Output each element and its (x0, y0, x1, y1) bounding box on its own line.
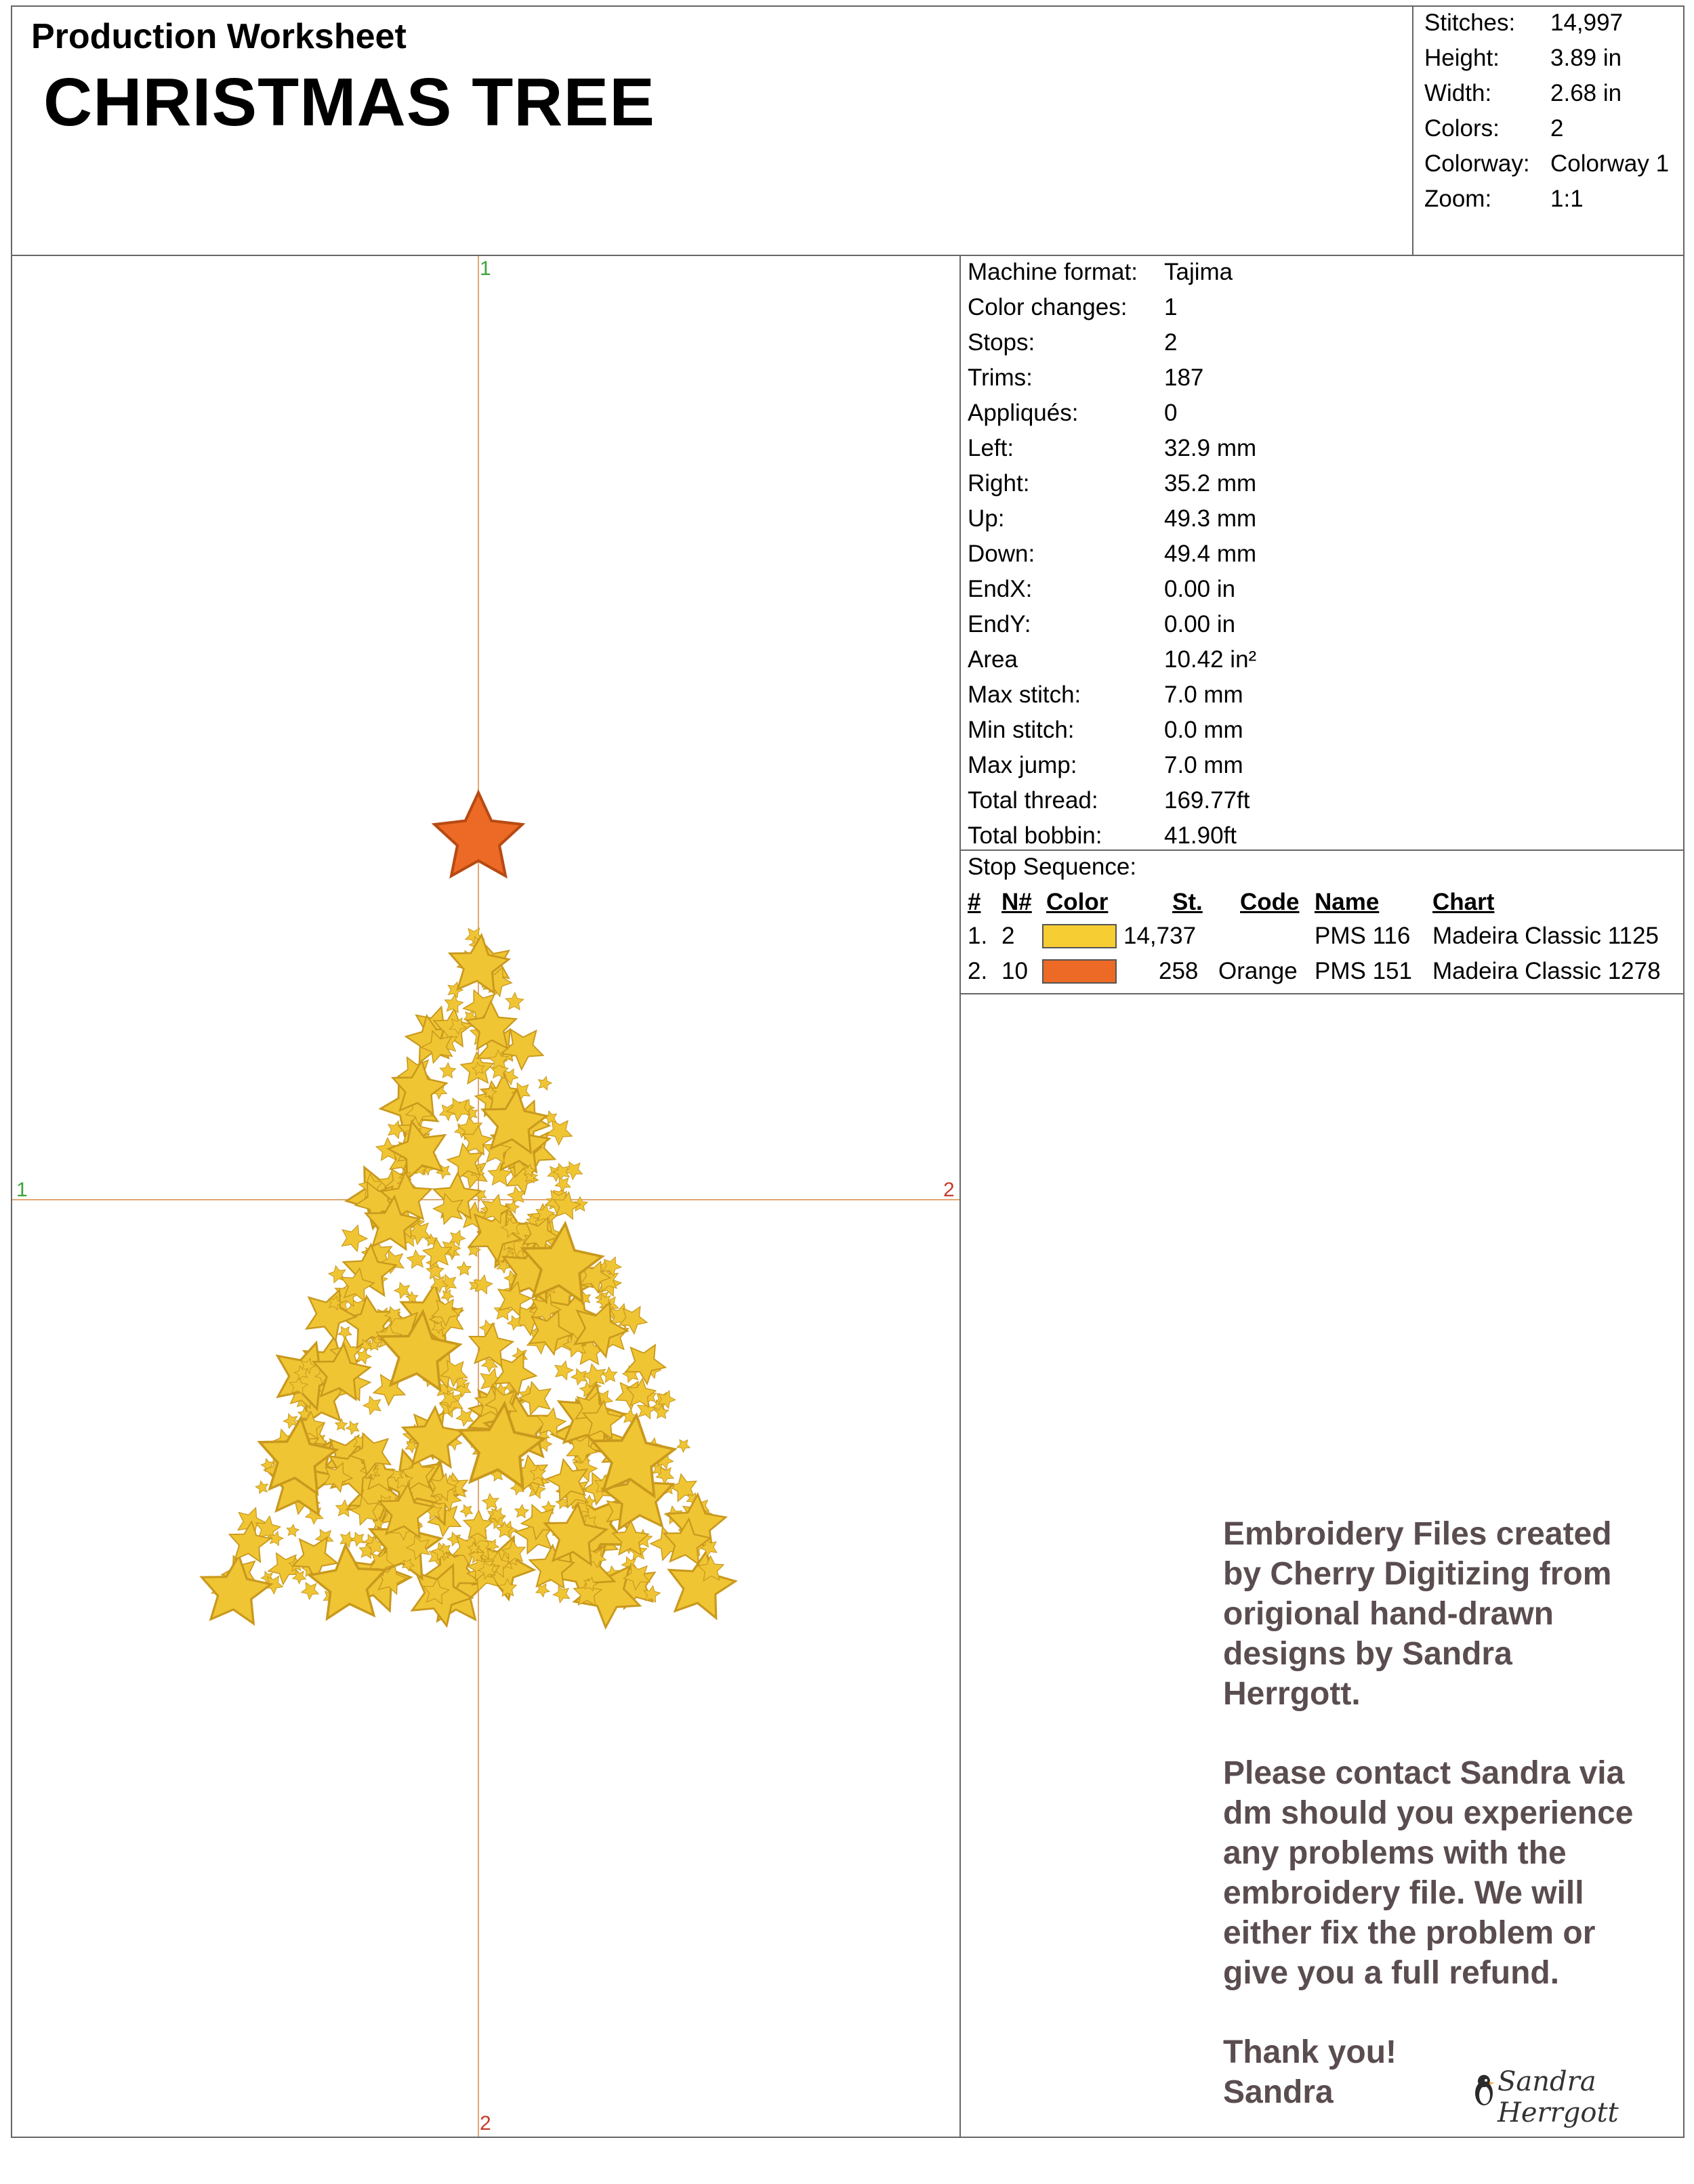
star-shape (335, 1419, 348, 1431)
summary-label: Colorway: (1424, 150, 1530, 177)
property-label: Color changes: (968, 294, 1128, 320)
star-shape (363, 1396, 381, 1414)
star-shape (440, 1063, 455, 1078)
column-header-needle: N# (1001, 889, 1032, 915)
property-label: Total thread: (968, 787, 1098, 814)
summary-label: Zoom: (1424, 186, 1492, 212)
star-shape (461, 1505, 473, 1517)
summary-label: Colors: (1424, 115, 1500, 142)
property-label: Up: (968, 505, 1005, 532)
axis-label-left: 1 (16, 1179, 28, 1201)
star-shape (445, 994, 463, 1013)
creator-note: Embroidery Files created by Cherry Digitizing from origional hand-drawn designs by Sandra Herrgott. (1223, 1516, 1612, 1712)
star-shape (669, 1551, 735, 1618)
stop-chart: Madeira Classic 1278 (1432, 958, 1661, 984)
star-shape (202, 1556, 271, 1624)
summary-panel (1412, 5, 1685, 256)
property-value: 49.3 mm (1164, 505, 1257, 532)
summary-value: 1:1 (1550, 186, 1584, 212)
star-shape (564, 1162, 582, 1179)
star-shape (457, 1262, 472, 1276)
stop-num: 1. (968, 923, 988, 949)
property-value: 169.77ft (1164, 787, 1250, 814)
summary-value: 3.89 in (1550, 45, 1622, 71)
property-label: Left: (968, 435, 1014, 461)
star-shape (677, 1440, 690, 1452)
signature-logo: Sandra Herrgott (1497, 2066, 1619, 2128)
property-value: 7.0 mm (1164, 681, 1243, 708)
star-shape (442, 1290, 453, 1301)
property-value: 0.0 mm (1164, 717, 1243, 743)
summary-value: Colorway 1 (1550, 150, 1670, 177)
property-label: EndX: (968, 576, 1033, 602)
design-preview (11, 255, 961, 2138)
stop-stitches: 258 (1159, 958, 1199, 984)
summary-label: Height: (1424, 45, 1500, 71)
property-label: Max jump: (968, 752, 1077, 778)
property-value: 35.2 mm (1164, 470, 1257, 497)
axis-label-top: 1 (480, 257, 491, 280)
property-value: 41.90ft (1164, 822, 1237, 849)
stop-sequence-title: Stop Sequence: (968, 854, 1137, 880)
properties-panel (959, 255, 1685, 851)
stop-sequence-panel (959, 849, 1685, 994)
stop-needle: 2 (1001, 923, 1015, 949)
property-value: 2 (1164, 329, 1178, 356)
star-shape (255, 1481, 268, 1493)
star-shape (515, 1505, 529, 1518)
property-label: Stops: (968, 329, 1035, 356)
star-shape (407, 1250, 426, 1268)
tree-stars (202, 793, 736, 1627)
star-shape (546, 1120, 572, 1145)
star-shape (507, 1201, 519, 1213)
property-label: Area (968, 646, 1018, 673)
property-label: Down: (968, 541, 1035, 567)
design-title: CHRISTMAS TREE (43, 64, 655, 140)
star-shape (553, 1586, 569, 1603)
column-header-name: Name (1315, 889, 1380, 915)
property-label: Appliqués: (968, 400, 1079, 426)
star-shape (302, 1582, 318, 1599)
star-shape (508, 1316, 522, 1330)
star-shape (505, 992, 523, 1009)
star-shape (456, 1409, 473, 1426)
property-label: Min stitch: (968, 717, 1075, 743)
property-value: 0.00 in (1164, 611, 1236, 637)
color-swatch-yellow (1042, 924, 1117, 948)
column-header-color: Color (1046, 889, 1109, 915)
worksheet-label: Production Worksheet (31, 17, 407, 56)
star-shape (351, 1532, 365, 1546)
summary-label: Width: (1424, 80, 1492, 106)
design-svg (12, 256, 959, 2137)
stop-code: Orange (1218, 958, 1298, 984)
star-shape (582, 1364, 605, 1387)
property-value: 187 (1164, 364, 1204, 391)
property-value: Tajima (1164, 259, 1233, 285)
property-value: 7.0 mm (1164, 752, 1243, 778)
property-value: 49.4 mm (1164, 541, 1257, 567)
stop-name: PMS 116 (1315, 923, 1411, 949)
property-label: Right: (968, 470, 1030, 497)
summary-label: Stitches: (1424, 9, 1516, 36)
star-shape (342, 1225, 367, 1252)
star-shape (447, 1098, 470, 1121)
property-label: Max stitch: (968, 681, 1081, 708)
stop-num: 2. (968, 958, 988, 984)
column-header-stitches: St. (1172, 889, 1203, 915)
summary-value: 2.68 in (1550, 80, 1622, 106)
star-shape (555, 1361, 573, 1380)
column-header-code: Code (1240, 889, 1300, 915)
column-header-chart: Chart (1432, 889, 1495, 915)
property-label: Total bobbin: (968, 822, 1102, 849)
column-header-num: # (968, 889, 981, 915)
property-value: 10.42 in² (1164, 646, 1257, 673)
thank-you-note: Thank you! Sandra (1223, 2034, 1397, 2110)
star-shape (555, 1177, 570, 1192)
property-label: EndY: (968, 611, 1031, 637)
summary-value: 14,997 (1550, 9, 1624, 36)
star-shape (571, 1369, 587, 1385)
stop-stitches: 14,737 (1123, 923, 1197, 949)
star-shape (482, 1494, 499, 1510)
stop-name: PMS 151 (1315, 958, 1412, 984)
penguin-icon (1470, 2073, 1497, 2107)
star-shape (539, 1076, 552, 1090)
axis-label-bottom: 2 (480, 2112, 491, 2135)
property-value: 0.00 in (1164, 576, 1236, 602)
support-note: Please contact Sandra via dm should you experience any problems with the embroidery file. We will either fix the problem or give you a full refund. (1223, 1755, 1634, 1991)
stop-needle: 10 (1001, 958, 1028, 984)
axis-label-right: 2 (943, 1179, 955, 1201)
star-shape (627, 1379, 656, 1407)
property-label: Trims: (968, 364, 1033, 391)
color-swatch-orange (1042, 959, 1117, 984)
property-label: Machine format: (968, 259, 1138, 285)
property-value: 0 (1164, 400, 1178, 426)
star-shape (287, 1524, 299, 1536)
stop-chart: Madeira Classic 1125 (1432, 923, 1659, 949)
property-value: 1 (1164, 294, 1178, 320)
summary-value: 2 (1550, 115, 1564, 142)
property-value: 32.9 mm (1164, 435, 1257, 461)
